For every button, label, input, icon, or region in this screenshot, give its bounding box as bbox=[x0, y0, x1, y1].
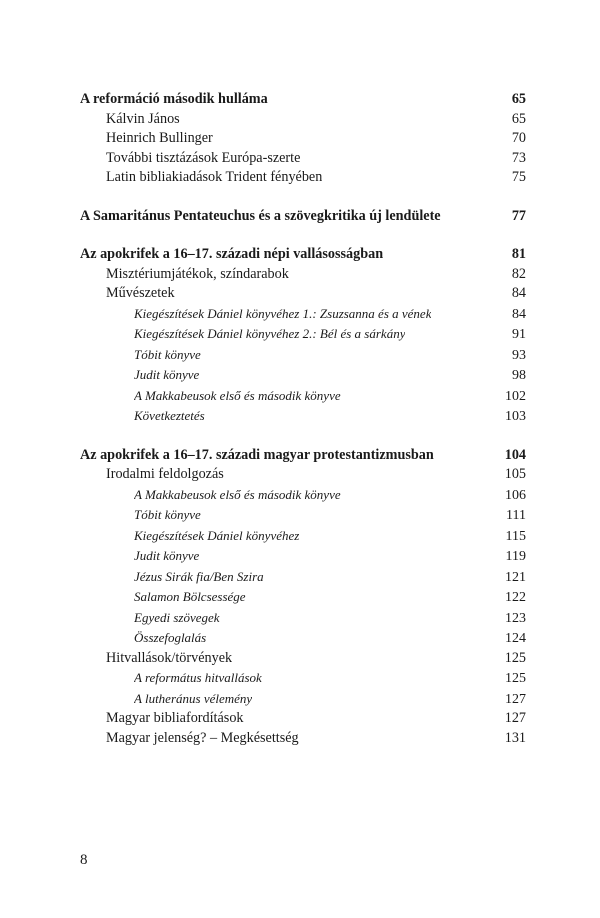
toc-subsubsection-entry[interactable] bbox=[80, 689, 526, 710]
toc-entry-title: A református hitvallások bbox=[134, 670, 262, 685]
toc-entry-page: 125 bbox=[504, 649, 526, 666]
toc-entry-page: 70 bbox=[511, 130, 526, 146]
toc-entry-page: 127 bbox=[504, 710, 526, 726]
toc-entry-page: 75 bbox=[511, 169, 526, 185]
toc-entry-title: Magyar jelenség? – Megkésettség bbox=[106, 729, 299, 746]
toc-section-heading[interactable] bbox=[80, 90, 526, 110]
toc-entry-page: 98 bbox=[512, 368, 526, 383]
toc-subsection-entry[interactable] bbox=[80, 649, 526, 669]
toc-subsubsection-entry[interactable] bbox=[80, 365, 526, 386]
toc-entry-page: 65 bbox=[511, 91, 526, 107]
toc-section-heading[interactable] bbox=[80, 245, 526, 265]
toc-entry-page: 111 bbox=[506, 508, 526, 523]
toc-subsubsection-entry[interactable] bbox=[80, 345, 526, 366]
toc-subsubsection-entry[interactable] bbox=[80, 546, 526, 567]
toc-subsection-entry[interactable] bbox=[80, 729, 526, 749]
toc-entry-title: A lutheránus vélemény bbox=[134, 690, 253, 706]
toc-entry-title: Művészetek bbox=[106, 285, 175, 301]
toc-entry-page: 124 bbox=[505, 631, 526, 646]
toc-entry-page: 81 bbox=[511, 246, 526, 262]
toc-subsection-entry[interactable] bbox=[80, 709, 526, 729]
toc-entry-title: Kiegészítések Dániel könyvéhez bbox=[134, 527, 300, 543]
toc-entry-title: További tisztázások Európa-szerte bbox=[106, 149, 301, 166]
toc-subsubsection-entry[interactable] bbox=[80, 304, 526, 325]
toc-subsection-entry[interactable] bbox=[80, 168, 526, 188]
toc-section-heading[interactable] bbox=[80, 446, 526, 466]
toc-entry-page: 115 bbox=[505, 528, 526, 544]
page-number: 8 bbox=[80, 852, 88, 868]
toc-subsubsection-entry[interactable] bbox=[80, 587, 526, 608]
toc-entry-page: 103 bbox=[505, 409, 526, 424]
toc-entry-title: A Samaritánus Pentateuchus és a szövegkritika új lendülete bbox=[80, 207, 441, 224]
toc-entry-title: Az apokrifek a 16–17. századi népi vallásosságban bbox=[80, 246, 384, 262]
toc-entry-title: Jézus Sirák fia/Ben Szira bbox=[134, 568, 264, 584]
toc-entry-title: Tóbit könyve bbox=[134, 507, 201, 522]
toc-subsubsection-entry[interactable] bbox=[80, 386, 526, 407]
toc-entry-title: Misztériumjátékok, színdarabok bbox=[106, 265, 289, 282]
toc-entry-title: Judit könyve bbox=[134, 367, 200, 382]
toc-entry-page: 84 bbox=[511, 285, 526, 301]
toc-subsubsection-entry[interactable] bbox=[80, 406, 526, 427]
toc-entry-page: 122 bbox=[505, 590, 526, 605]
toc-entry-title: Kiegészítések Dániel könyvéhez 1.: Zsuzsanna és a vének bbox=[134, 305, 432, 321]
toc-entry-page: 106 bbox=[505, 487, 526, 503]
toc-entry-page: 127 bbox=[505, 691, 526, 707]
toc-entry-title: Egyedi szövegek bbox=[134, 609, 220, 625]
toc-entry-title: A Makkabeusok első és második könyve bbox=[134, 387, 341, 403]
toc-entry-title: Az apokrifek a 16–17. századi magyar protestantizmusban bbox=[80, 446, 434, 463]
toc-entry-title: Tóbit könyve bbox=[134, 346, 201, 362]
toc-entry-page: 131 bbox=[504, 729, 526, 746]
toc-subsubsection-entry[interactable] bbox=[80, 485, 526, 506]
toc-subsubsection-entry[interactable] bbox=[80, 608, 526, 629]
toc-entry-page: 77 bbox=[511, 207, 526, 224]
toc-subsubsection-entry[interactable] bbox=[80, 505, 526, 526]
toc-subsubsection-entry[interactable] bbox=[80, 324, 526, 345]
toc-entry-title: Kiegészítések Dániel könyvéhez 2.: Bél és a sárkány bbox=[134, 326, 406, 341]
toc-entry-page: 65 bbox=[511, 110, 526, 127]
toc-entry-page: 121 bbox=[505, 569, 526, 585]
toc-subsubsection-entry[interactable] bbox=[80, 668, 526, 689]
toc-entry-page: 104 bbox=[504, 446, 526, 463]
toc-entry-page: 82 bbox=[511, 265, 526, 282]
toc-subsubsection-entry[interactable] bbox=[80, 628, 526, 649]
toc-entry-title: Latin bibliakiadások Trident fényében bbox=[106, 169, 323, 185]
toc-entry-title: Magyar bibliafordítások bbox=[106, 710, 244, 726]
toc-subsubsection-entry[interactable] bbox=[80, 567, 526, 588]
section-gap bbox=[80, 226, 526, 245]
toc-entry-title: Salamon Bölcsessége bbox=[134, 589, 246, 604]
toc-entry-page: 105 bbox=[504, 466, 526, 482]
toc-entry-page: 125 bbox=[505, 671, 526, 686]
toc-entry-page: 119 bbox=[505, 549, 526, 564]
toc-subsection-entry[interactable] bbox=[80, 110, 526, 130]
toc-subsection-entry[interactable] bbox=[80, 265, 526, 285]
toc-entry-title: Heinrich Bullinger bbox=[106, 130, 213, 146]
toc-entry-title: Judit könyve bbox=[134, 548, 200, 563]
toc-entry-title: A Makkabeusok első és második könyve bbox=[134, 486, 341, 502]
section-gap bbox=[80, 427, 526, 446]
toc-subsection-entry[interactable] bbox=[80, 129, 526, 149]
toc-entry-page: 102 bbox=[505, 388, 526, 404]
toc-subsubsection-entry[interactable] bbox=[80, 526, 526, 547]
toc-entry-title: Kálvin János bbox=[106, 110, 180, 127]
toc-entry-title: Hitvallások/törvények bbox=[106, 649, 233, 666]
section-gap bbox=[80, 188, 526, 207]
toc-entry-title: Összefoglalás bbox=[134, 630, 207, 645]
toc-subsection-entry[interactable] bbox=[80, 284, 526, 304]
toc-entry-page: 73 bbox=[511, 149, 526, 166]
toc-entry-title: Irodalmi feldolgozás bbox=[106, 466, 224, 482]
toc-entry-page: 91 bbox=[512, 327, 526, 342]
toc-entry-page: 123 bbox=[505, 610, 526, 626]
toc-entry-page: 93 bbox=[512, 347, 526, 363]
toc-entry-title: A reformáció második hulláma bbox=[80, 91, 268, 107]
toc-section-heading[interactable] bbox=[80, 207, 526, 227]
table-of-contents bbox=[80, 90, 526, 748]
toc-subsection-entry[interactable] bbox=[80, 149, 526, 169]
toc-subsection-entry[interactable] bbox=[80, 465, 526, 485]
toc-entry-title: Következtetés bbox=[134, 408, 205, 423]
toc-entry-page: 84 bbox=[512, 306, 526, 322]
